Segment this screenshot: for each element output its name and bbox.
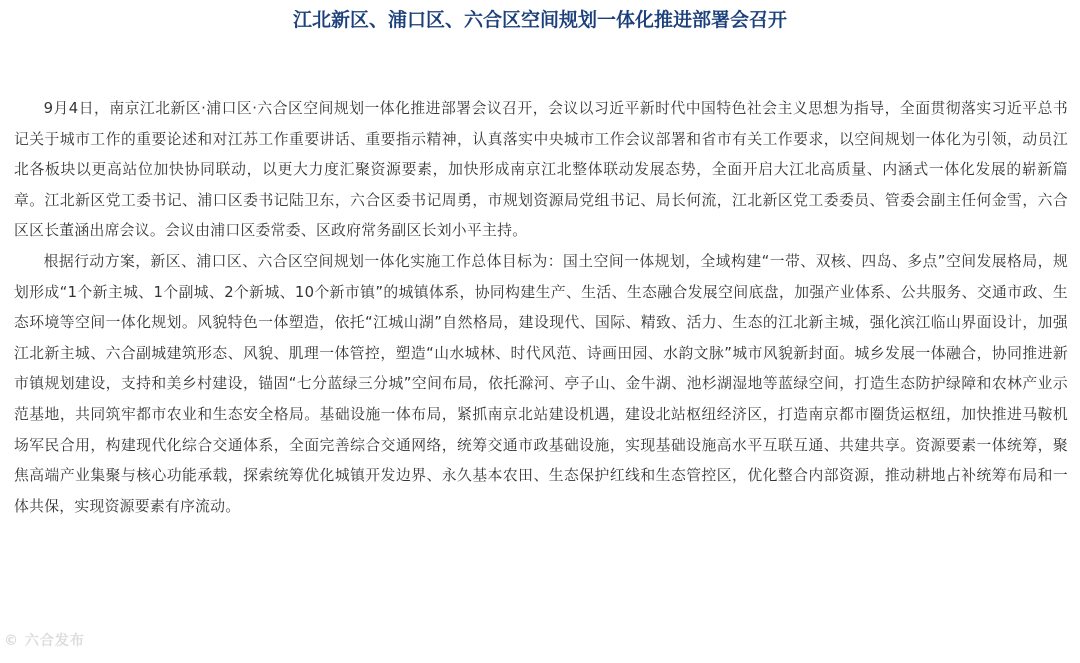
- article-body: [14, 94, 1068, 522]
- watermark-label: © 六合发布: [4, 633, 85, 649]
- article-paragraph-1: 9月4日，南京江北新区·浦口区·六合区空间规划一体化推进部署会议召开，会议以习近平新时代中国特色社会主义思想为指导，全面贯彻落实习近平总书记关于城市工作的重要论述和对江苏工作重要讲话、重要指示精神，认真落实中央城市工作会议部署和省市有关工作要求，以空间规划一体化为引领，动员江北各板块以更高站位加快协同联动，以更大力度汇聚资源要素，加快形成南京江北整体联动发展态势，全面开启大江北高质量、内涵式一体化发展的崭新篇章。江北新区党工委书记、浦口区委书记陆卫东，六合区委书记周勇，市规划资源局党组书记、局长何流，江北新区党工委委员、管委会副主任何金雪，六合区区长董涵出席会议。会议由浦口区委常委、区政府常务副区长刘小平主持。: [14, 100, 1068, 240]
- article-paragraph-2: 根据行动方案，新区、浦口区、六合区空间规划一体化实施工作总体目标为：国土空间一体规划，全域构建“一带、双核、四岛、多点”空间发展格局，规划形成“1个新主城、1个副城、2个新城、10个新市镇”的城镇体系，协同构建生产、生活、生态融合发展空间底盘，加强产业体系、公共服务、交通市政、生态环境等空间一体化规划。风貌特色一体塑造，依托“江城山湖”自然格局，建设现代、国际、精致、活力、生态的江北新主城，强化滨江临山界面设计，加强江北新主城、六合副城建筑形态、风貌、肌理一体管控，塑造“山水城林、时代风范、诗画田园、水韵文脉”城市风貌新封面。城乡发展一体融合，协同推进新市镇规划建设，支持和美乡村建设，锚固“七分蓝绿三分城”空间布局，依托滁河、亭子山、金牛湖、池杉湖湿地等蓝绿空间，打造生态防护绿障和农林产业示范基地，共同筑牢都市农业和生态安全格局。基础设施一体布局，紧抓南京北站建设机遇，建设北站枢纽经济区，打造南京都市圈货运枢纽，加快推进马鞍机场军民合用，构建现代化综合交通体系，全面完善综合交通网络，统筹交通市政基础设施，实现基础设施高水平互联互通、共建共享。资源要素一体统筹，聚焦高端产业集聚与核心功能承载，探索统筹优化城镇开发边界、永久基本农田、生态保护红线和生态管控区，优化整合内部资源，推动耕地占补统筹布局和一体共保，实现资源要素有序流动。: [14, 252, 1068, 515]
- article-title: 江北新区、浦口区、六合区空间规划一体化推进部署会召开: [292, 9, 787, 31]
